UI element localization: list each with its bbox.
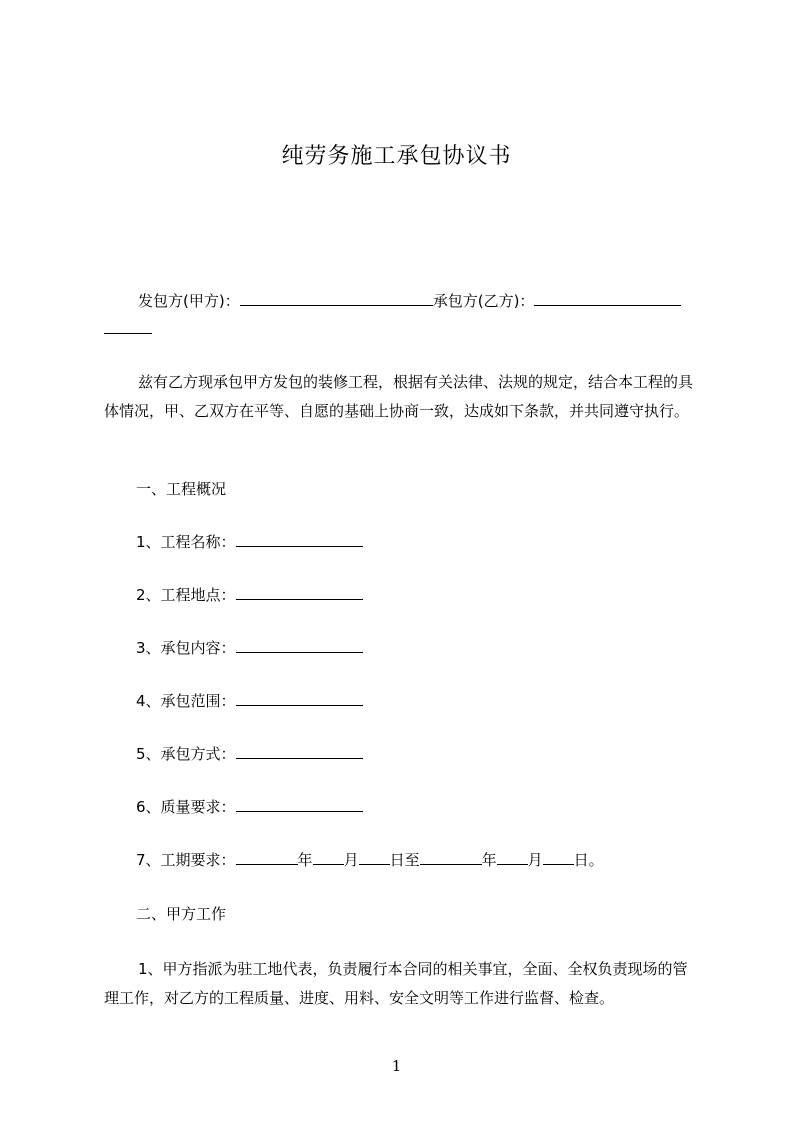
section-2-item-1	[104, 955, 702, 1013]
end-day-label: 日。	[573, 851, 604, 869]
party-b-blank-tail	[104, 319, 152, 334]
start-month-label: 月	[343, 851, 359, 869]
page-number: 1	[391, 1057, 402, 1075]
contract-scope-label: 4、承包范围：	[136, 692, 236, 710]
section-2-heading: 二、甲方工作	[136, 905, 227, 923]
section-1-heading: 一、工程概况	[136, 480, 227, 498]
party-b-label: 承包方(乙方)：	[432, 292, 535, 310]
start-day-blank	[359, 850, 390, 865]
parties-line	[138, 290, 681, 312]
project-location-blank	[236, 585, 363, 600]
end-month-blank	[497, 850, 528, 865]
quality-requirement-line	[136, 796, 363, 818]
project-name-blank	[236, 532, 363, 547]
start-month-blank	[313, 850, 344, 865]
day-to-label: 日至	[389, 851, 420, 869]
period-line	[136, 849, 604, 871]
contract-content-label: 3、承包内容：	[136, 639, 236, 657]
section-2-item-1-text: 1、甲方指派为驻工地代表，负责履行本合同的相关事宜，全面、全权负责现场的管理工作，对乙方的工程质量、进度、用料、安全文明等工作进行监督、检查。	[104, 960, 688, 1007]
contract-content-line	[136, 637, 363, 659]
party-b-blank-continued	[104, 318, 152, 340]
intro-paragraph	[104, 368, 702, 426]
end-year-blank	[420, 850, 482, 865]
contract-scope-blank	[236, 691, 363, 706]
party-a-blank	[240, 291, 433, 306]
end-year-label: 年	[481, 851, 497, 869]
start-year-blank	[236, 850, 298, 865]
document-title: 纯劳务施工承包协议书	[281, 144, 512, 169]
project-location-label: 2、工程地点：	[136, 586, 236, 604]
end-day-blank	[543, 850, 574, 865]
quality-requirement-label: 6、质量要求：	[136, 798, 236, 816]
contract-method-label: 5、承包方式：	[136, 745, 236, 763]
start-year-label: 年	[297, 851, 313, 869]
party-b-blank	[534, 291, 681, 306]
contract-method-line	[136, 743, 363, 765]
period-label: 7、工期要求：	[136, 851, 236, 869]
project-name-line	[136, 531, 363, 553]
contract-scope-line	[136, 690, 363, 712]
contract-method-blank	[236, 744, 363, 759]
project-name-label: 1、工程名称：	[136, 533, 236, 551]
contract-content-blank	[236, 638, 363, 653]
party-a-label: 发包方(甲方)：	[138, 292, 240, 310]
intro-text: 兹有乙方现承包甲方发包的装修工程，根据有关法律、法规的规定，结合本工程的具体情况，甲、乙双方在平等、自愿的基础上协商一致，达成如下条款，并共同遵守执行。	[104, 373, 694, 420]
project-location-line	[136, 584, 363, 606]
end-month-label: 月	[527, 851, 543, 869]
quality-requirement-blank	[236, 797, 363, 812]
